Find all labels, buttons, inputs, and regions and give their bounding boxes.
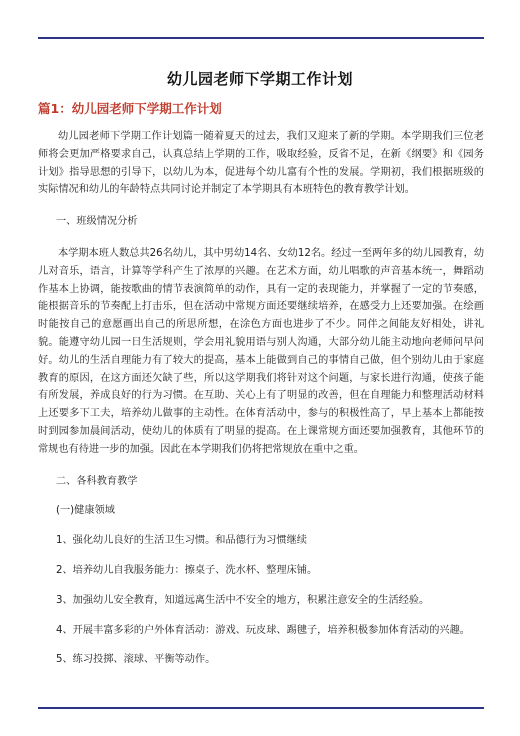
section-heading-class-analysis: 一、班级情况分析 (56, 216, 138, 228)
chapter-heading: 篇1：幼儿园老师下学期工作计划 (38, 101, 222, 116)
bottom-rule (38, 707, 484, 709)
intro-paragraph: 幼儿园老师下学期工作计划篇一随着夏天的过去，我们又迎来了新的学期。本学期我们三位老师将会更加严格要求自己，认真总结上学期的工作，吸取经验，反省不足，在新《纲要》和《园务计划》指导思想的引导下，以幼儿为本，促进每个幼儿富有个性的发展。学期初，我们根据班级的实际情况和幼儿的年龄特点共同讨论并制定了本学期具有本班特色的教育教学计划。 (38, 131, 484, 196)
list-item: 1、强化幼儿良好的生活卫生习惯。和品德行为习惯继续 (56, 535, 307, 547)
top-rule (38, 37, 484, 39)
document-title: 幼儿园老师下学期工作计划 (166, 70, 353, 88)
section-heading-education: 二、各科教育教学 (56, 475, 138, 487)
class-analysis-paragraph: 本学期本班人数总共26名幼儿，其中男幼14名、女幼12名。经过一至两年多的幼儿园教育，幼儿对音乐，语言，计算等学科产生了浓厚的兴趣。在艺术方面，幼儿唱歌的声音基本统一，舞蹈动作基本上协调，能按歌曲的情节表演简单的动作，具有一定的表现能力，并掌握了一定的节奏感，能根据音乐的节奏配上打击乐，但在活动中常规方面还要继续培养，在感受力上还要加强。在绘画时能按自己的意愿画出自己的所思所想，在涂色方面也进步了不少。同伴之间能友好相处，讲礼貌。能遵守幼儿园一日生活规则，学会用礼貌用语与别人沟通，大部分幼儿能主动地向老师问早问好。幼儿的生活自理能力有了较大的提高，基本上能做到自己的事情自己做，但个别幼儿由于家庭教育的原因，在这方面还欠缺了些，所以这学期我们将针对这个问题，与家长进行沟通，使孩子能有所发展，养成良好的行为习惯。在互助、关心上有了明显的改善，但在自理能力和整理活动材料上还要多下工夫，培养幼儿做事的主动性。在体育活动中，参与的积极性高了，早上基本上都能按时到园参加晨间活动，使幼儿的体质有了明显的提高。在上课常规方面还要加强教育，其他环节的常规也有待进一步的加强。因此在本学期我们仍将把常规放在重中之重。 (38, 247, 485, 455)
list-item: 3、加强幼儿安全教育，知道远离生活中不安全的地方，积累注意安全的生活经验。 (56, 594, 430, 606)
list-item: 5、练习投掷、滚球、平衡等动作。 (56, 654, 216, 666)
subsection-heading-health: (一)健康领域 (56, 505, 115, 517)
list-item: 2、培养幼儿自我服务能力：擦桌子、洗水杯、整理床铺。 (56, 564, 318, 576)
document-body (38, 128, 484, 669)
list-item: 4、开展丰富多彩的户外体育活动：游戏、玩皮球、踢毽子，培养积极参加体育活动的兴趣。 (56, 624, 470, 636)
